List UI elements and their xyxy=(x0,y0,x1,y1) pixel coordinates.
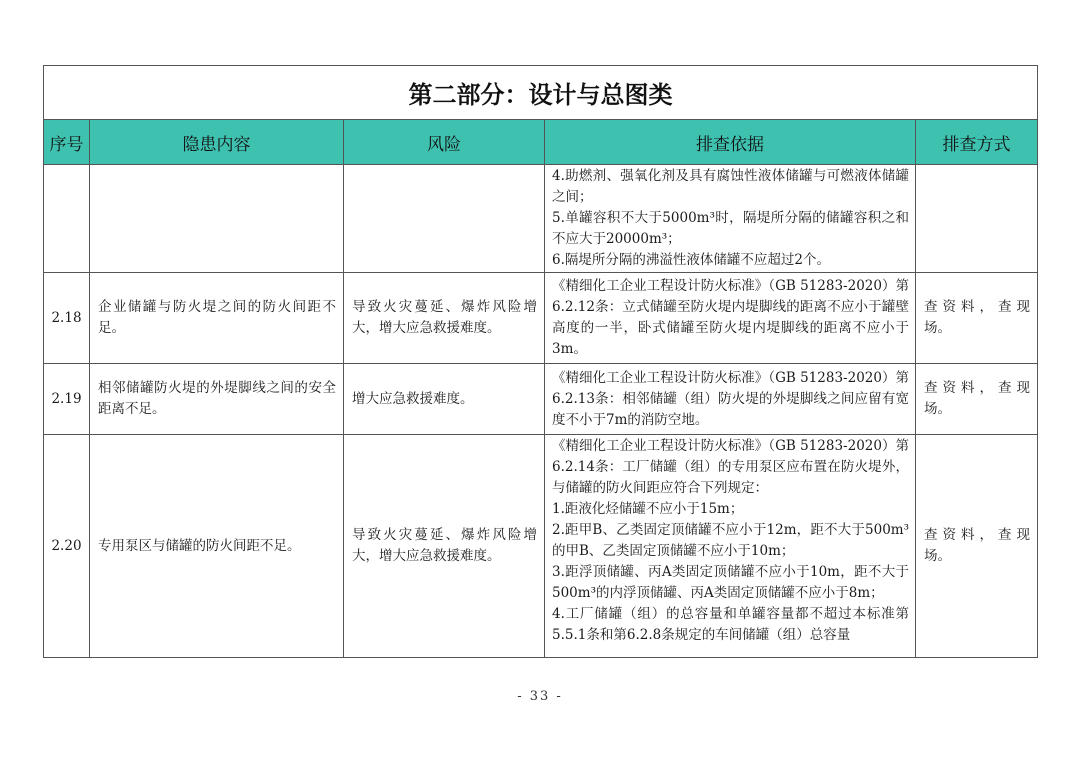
row-number: 2.19 xyxy=(44,364,90,435)
header-no: 序号 xyxy=(44,120,90,165)
hazard-table xyxy=(43,65,1038,658)
risk-cell: 导致火灾蔓延、爆炸风险增大，增大应急救援难度。 xyxy=(344,435,545,658)
row-number xyxy=(44,165,90,273)
table-title: 第二部分：设计与总图类 xyxy=(44,66,1038,120)
hazard-cell: 相邻储罐防火堤的外堤脚线之间的安全距离不足。 xyxy=(90,364,344,435)
row-number: 2.20 xyxy=(44,435,90,658)
basis-cell xyxy=(545,364,916,435)
basis-line: 6.隔堤所分隔的沸溢性液体储罐不应超过2个。 xyxy=(552,252,830,268)
header-method: 排查方式 xyxy=(916,120,1038,165)
hazard-cell xyxy=(90,165,344,273)
basis-line: 4.助燃剂、强氧化剂及具有腐蚀性液体储罐与可燃液体储罐之间； xyxy=(552,168,909,205)
basis-line: 《精细化工企业工程设计防火标准》（GB 51283-2020）第6.2.12条：立式储罐至防火堤内堤脚线的距离不应小于罐壁高度的一半，卧式储罐至防火堤内堤脚线的距离不应小于3m。 xyxy=(552,278,909,357)
hazard-cell: 专用泵区与储罐的防火间距不足。 xyxy=(90,435,344,658)
header-risk: 风险 xyxy=(344,120,545,165)
page-number: - 33 - xyxy=(517,689,563,704)
basis-cell xyxy=(545,435,916,658)
basis-line: 3.距浮顶储罐、丙A类固定顶储罐不应小于10m，距不大于500m³的内浮顶储罐、丙A类固定顶储罐不应小于8m； xyxy=(552,564,909,601)
basis-line: 1.距液化烃储罐不应小于15m； xyxy=(552,501,744,517)
method-cell: 查资料，查现场。 xyxy=(916,364,1038,435)
basis-line: 2.距甲B、乙类固定顶储罐不应小于12m，距不大于500m³的甲B、乙类固定顶储罐不应小于10m； xyxy=(552,522,909,559)
method-cell: 查资料，查现场。 xyxy=(916,273,1038,364)
basis-line: 5.单罐容积不大于5000m³时，隔堤所分隔的储罐容积之和不应大于20000m³； xyxy=(552,210,909,247)
table-row xyxy=(44,165,1038,273)
method-cell: 查资料，查现场。 xyxy=(916,435,1038,658)
row-number: 2.18 xyxy=(44,273,90,364)
table-row xyxy=(44,364,1038,435)
basis-line: 《精细化工企业工程设计防火标准》（GB 51283-2020）第6.2.14条：工厂储罐（组）的专用泵区应布置在防火堤外，与储罐的防火间距应符合下列规定： xyxy=(552,438,909,496)
risk-cell xyxy=(344,165,545,273)
header-basis: 排查依据 xyxy=(545,120,916,165)
hazard-cell: 企业储罐与防火堤之间的防火间距不足。 xyxy=(90,273,344,364)
table-row xyxy=(44,435,1038,658)
basis-line: 《精细化工企业工程设计防火标准》（GB 51283-2020）第6.2.13条：相邻储罐（组）防火堤的外堤脚线之间应留有宽度不小于7m的消防空地。 xyxy=(552,369,909,428)
risk-cell: 导致火灾蔓延、爆炸风险增大，增大应急救援难度。 xyxy=(344,273,545,364)
basis-cell xyxy=(545,273,916,364)
title-row xyxy=(44,66,1038,120)
table-row xyxy=(44,273,1038,364)
header-hazard: 隐患内容 xyxy=(90,120,344,165)
basis-line: 4.工厂储罐（组）的总容量和单罐容量都不超过本标准第5.5.1条和第6.2.8条规定的车间储罐（组）总容量 xyxy=(552,606,909,643)
risk-cell: 增大应急救援难度。 xyxy=(344,364,545,435)
basis-cell xyxy=(545,165,916,273)
header-row xyxy=(44,120,1038,165)
method-cell xyxy=(916,165,1038,273)
